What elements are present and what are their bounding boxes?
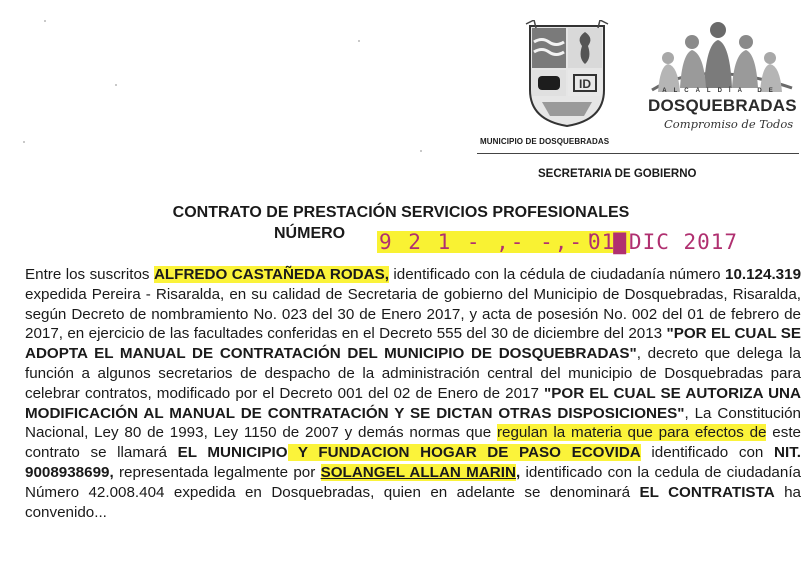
cedula-number: 10.124.319 [725,266,802,283]
nit-number: NIT. 9008938699, [25,444,801,481]
alcaldia-slogan: Compromiso de Todos [664,117,794,131]
scan-speck [358,40,360,42]
contract-paragraph [25,265,801,522]
scan-speck [420,150,422,152]
text-run: identificado con la cédula de ciudadanía número [388,266,725,283]
municipio-term: EL MUNICIPIO [177,444,288,462]
alcaldia-name: DOSQUEBRADAS [648,96,797,115]
text-run: , decreto que delega la función a algunos secretarios de despacho de la administración central del municipio de Dosquebradas para celebrar contratos, modificado por el Decreto 001 del 02 de Enero de 2017 [25,345,801,402]
text-run: expedida Pereira - Risaralda, en su calidad de Secretaria de gobierno del Municipio de Dosquebradas, Risaralda, según Decreto de nombramiento No. 023 del 30 de Enero 2017, y acta de posesión No. 002 del 01 de febrero de 2017, en ejercicio de las facultades conferidas en el Decreto 555 del 30 de diciembre del 2013 [25,285,801,343]
alcaldia-small-caption: ALCALDÍA DE [662,88,780,94]
text-run: ha convenido... [25,483,801,521]
decree-quote-2: "POR EL CUAL SE AUTORIZA UNA MODIFICACIÓN AL MANUAL DE CONTRATACIÓN Y SE DICTAN OTRAS DISPOSICIONES" [25,384,801,422]
contract-date-stamp: 01 DIC 2017 [588,230,739,254]
text-run: Entre los suscritos [25,266,154,283]
foundation-name: Y FUNDACION HOGAR DE PASO ECOVIDA [287,444,641,462]
text-run: , [515,463,521,481]
municipal-shield-logo [524,20,610,128]
department-name: SECRETARIA DE GOBIERNO [538,168,697,180]
municipality-caption: MUNICIPIO DE DOSQUEBRADAS [480,137,610,146]
text-run: identificado con la cedula de ciudadanía Número 42.008.404 expedida en [25,463,801,501]
contractor-official-name: ALFREDO CASTAÑEDA RODAS, [153,266,389,283]
contract-body [25,265,801,522]
legal-representative-name: SOLANGEL ALLAN MARIN [320,463,516,481]
text-run: representada legalmente por [113,463,321,481]
text-run: identificado con [640,444,774,462]
scan-speck [23,141,25,143]
contract-number-label: NÚMERO [274,225,346,242]
decree-quote-1: "POR EL CUAL SE ADOPTA EL MANUAL DE CONTRATACIÓN DEL MUNICIPIO DE DOSQUEBRADAS" [25,325,801,363]
contract-number-stamp: 9 2 1 - ,- -,-' ▇ [379,230,628,254]
scan-speck [44,20,46,22]
text-run: este contrato se llamará [25,424,801,462]
contract-title: CONTRATO DE PRESTACIÓN SERVICIOS PROFESIONALES [172,204,630,221]
text-run: Dosquebradas, quien en adelante se denominará [271,483,640,501]
highlight-run: regulan la materia que para efectos de [496,424,767,442]
scan-speck [115,84,117,86]
contratista-term: EL CONTRATISTA [639,483,775,501]
header-divider [477,153,799,154]
text-run: , La Constitución Nacional, Ley 80 de 1993, Ley 1150 de 2007 y demás normas que [25,404,801,442]
svg-text:ID: ID [579,77,591,91]
